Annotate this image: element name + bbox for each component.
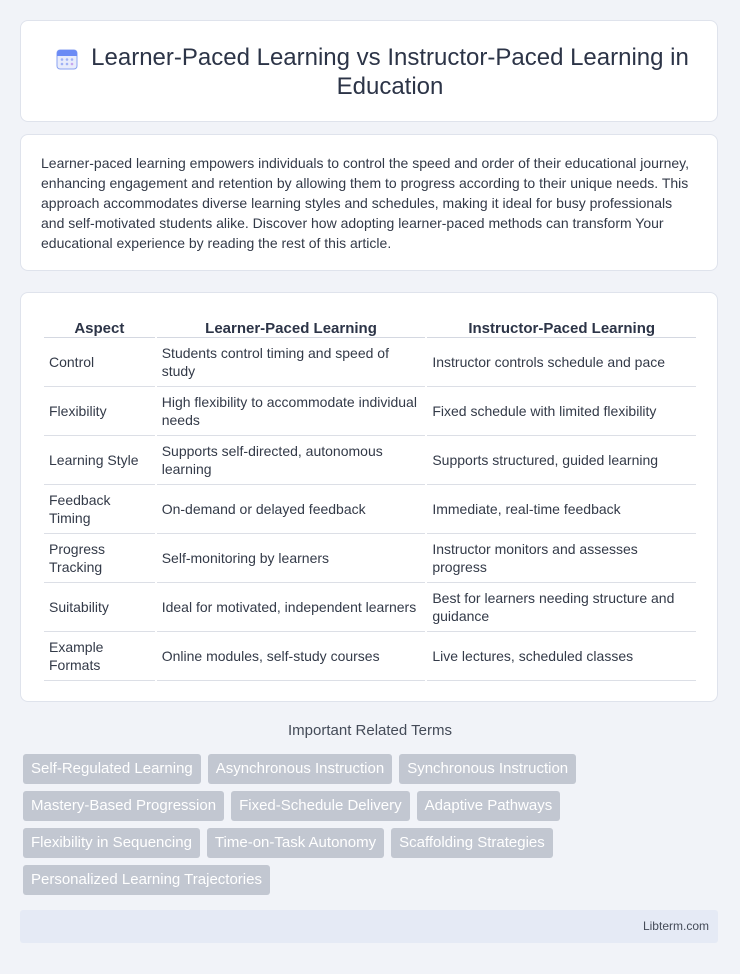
title-row bbox=[21, 43, 717, 101]
tag-row bbox=[23, 754, 723, 784]
header-instructor-paced: Instructor-Paced Learning bbox=[427, 314, 696, 338]
instructor-paced-cell: Best for learners needing structure and guidance bbox=[427, 583, 696, 632]
related-term-tag[interactable]: Fixed-Schedule Delivery bbox=[231, 791, 410, 821]
intro-paragraph: Learner-paced learning empowers individuals to control the speed and order of their educational journey, enhancing engagement and retention by allowing them to progress according to their unique needs. This approach accommodates diverse learning styles and schedules, making it ideal for busy professionals and self-motivated students alike. Discover how adopting learner-paced methods can transform Your educational experience by reading the rest of this article. bbox=[41, 155, 690, 251]
related-term-tag[interactable]: Scaffolding Strategies bbox=[391, 828, 553, 858]
related-term-tag[interactable]: Asynchronous Instruction bbox=[208, 754, 392, 784]
comparison-table bbox=[42, 314, 698, 681]
instructor-paced-cell: Supports structured, guided learning bbox=[427, 436, 696, 485]
related-terms-heading: Important Related Terms bbox=[288, 722, 452, 739]
aspect-cell: Feedback Timing bbox=[44, 485, 155, 534]
related-term-tag[interactable]: Self-Regulated Learning bbox=[23, 754, 201, 784]
footer-bar bbox=[20, 910, 718, 943]
instructor-paced-cell: Instructor controls schedule and pace bbox=[427, 338, 696, 387]
aspect-cell: Progress Tracking bbox=[44, 534, 155, 583]
table-row bbox=[44, 632, 696, 681]
table-row bbox=[44, 387, 696, 436]
table-row bbox=[44, 583, 696, 632]
learner-paced-cell: Ideal for motivated, independent learners bbox=[157, 583, 426, 632]
learner-paced-cell: Supports self-directed, autonomous learning bbox=[157, 436, 426, 485]
tag-row bbox=[23, 791, 723, 821]
header-aspect: Aspect bbox=[44, 314, 155, 338]
aspect-cell: Suitability bbox=[44, 583, 155, 632]
table-row bbox=[44, 534, 696, 583]
table-row bbox=[44, 338, 696, 387]
tag-row bbox=[23, 828, 723, 858]
related-term-tag[interactable]: Adaptive Pathways bbox=[417, 791, 561, 821]
table-row bbox=[44, 436, 696, 485]
related-term-tag[interactable]: Flexibility in Sequencing bbox=[23, 828, 200, 858]
instructor-paced-cell: Immediate, real-time feedback bbox=[427, 485, 696, 534]
aspect-cell: Flexibility bbox=[44, 387, 155, 436]
table-header-row bbox=[44, 314, 696, 338]
learner-paced-cell: On-demand or delayed feedback bbox=[157, 485, 426, 534]
footer-site-link[interactable]: Libterm.com bbox=[642, 919, 709, 933]
aspect-cell: Example Formats bbox=[44, 632, 155, 681]
instructor-paced-cell: Fixed schedule with limited flexibility bbox=[427, 387, 696, 436]
tag-row bbox=[23, 865, 723, 895]
learner-paced-cell: Students control timing and speed of study bbox=[157, 338, 426, 387]
calendar-icon bbox=[55, 47, 79, 71]
related-term-tag[interactable]: Synchronous Instruction bbox=[399, 754, 576, 784]
learner-paced-cell: Online modules, self-study courses bbox=[157, 632, 426, 681]
aspect-cell: Learning Style bbox=[44, 436, 155, 485]
intro-card bbox=[20, 134, 718, 271]
related-term-tag[interactable]: Mastery-Based Progression bbox=[23, 791, 224, 821]
page-title: Learner-Paced Learning vs Instructor-Paced Learning in Education bbox=[91, 44, 689, 100]
header-learner-paced: Learner-Paced Learning bbox=[157, 314, 426, 338]
learner-paced-cell: Self-monitoring by learners bbox=[157, 534, 426, 583]
aspect-cell: Control bbox=[44, 338, 155, 387]
instructor-paced-cell: Instructor monitors and assesses progress bbox=[427, 534, 696, 583]
comparison-table-card bbox=[20, 292, 718, 702]
related-term-tag[interactable]: Time-on-Task Autonomy bbox=[207, 828, 384, 858]
related-term-tag[interactable]: Personalized Learning Trajectories bbox=[23, 865, 270, 895]
related-terms-list bbox=[23, 754, 723, 902]
learner-paced-cell: High flexibility to accommodate individual needs bbox=[157, 387, 426, 436]
instructor-paced-cell: Live lectures, scheduled classes bbox=[427, 632, 696, 681]
table-row bbox=[44, 485, 696, 534]
title-card bbox=[20, 20, 718, 122]
